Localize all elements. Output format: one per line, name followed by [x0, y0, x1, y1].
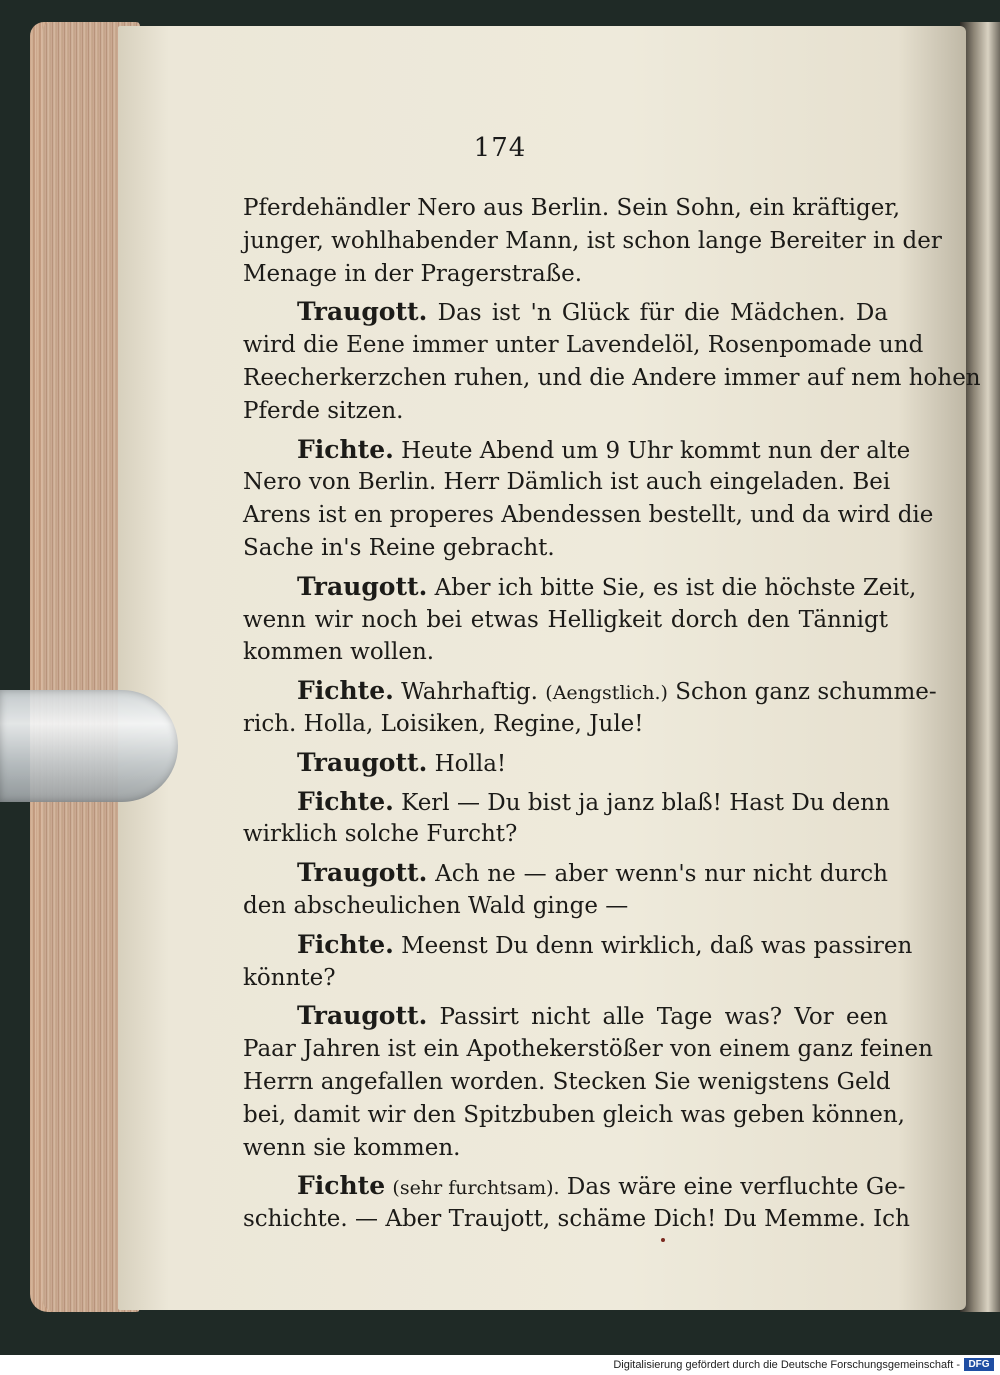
text-line	[243, 296, 888, 329]
line-text: bei, damit wir den Spitzbuben gleich was geben können,	[243, 1101, 905, 1128]
line-text: Paar Jahren ist ein Apothekerstößer von einem ganz feinen	[243, 1036, 933, 1063]
text-line	[243, 1000, 888, 1033]
text-line	[243, 192, 901, 225]
speaker-name: Fichte.	[297, 786, 394, 816]
speaker-name: Traugott.	[297, 858, 428, 888]
line-text: könnte?	[243, 964, 336, 991]
speaker-name: Fichte.	[297, 434, 394, 464]
line-text: junger, wohlhabender Mann, ist schon lange Bereiter in der	[243, 227, 942, 254]
line-text: Meenst Du denn wirklich, daß was passiren	[393, 932, 913, 959]
line-text: wird die Eene immer unter Lavendelöl, Rosenpomade und	[243, 332, 924, 359]
text-line	[243, 708, 888, 741]
line-text: rich. Holla, Loisiken, Regine, Jule!	[243, 710, 644, 737]
text-line	[243, 362, 981, 395]
text-line	[243, 1066, 891, 1099]
line-text: Schon ganz schumme-	[667, 679, 937, 706]
stage-direction: (sehr furchtsam).	[392, 1177, 560, 1200]
text-line	[243, 434, 911, 467]
text-line	[243, 962, 888, 995]
line-text: den abscheulichen Wald ginge —	[243, 892, 629, 919]
text-line	[243, 329, 924, 362]
speaker-name: Traugott.	[297, 297, 428, 327]
line-text: Das ist 'n Glück für die Mädchen. Da	[427, 300, 888, 327]
glass-page-holder	[0, 690, 178, 802]
text-line	[243, 532, 888, 565]
line-text: Aber ich bitte Sie, es ist die höchste Zeit,	[427, 574, 917, 601]
text-line	[243, 499, 934, 532]
ink-speck	[661, 1238, 665, 1242]
speaker-name: Traugott.	[297, 1001, 428, 1031]
text-line	[243, 225, 942, 258]
text-line	[243, 636, 888, 669]
line-text: Sache in's Reine gebracht.	[243, 534, 555, 561]
line-text: kommen wollen.	[243, 639, 435, 666]
line-text: Passirt nicht alle Tage was? Vor een	[427, 1004, 888, 1031]
line-text: Herrn angefallen worden. Stecken Sie wenigstens Geld	[243, 1068, 891, 1095]
footer-credit: Digitalisierung gefördert durch die Deutsche Forschungsgemeinschaft -	[613, 1359, 960, 1371]
line-text: Heute Abend um 9 Uhr kommt nun der alte	[393, 437, 911, 464]
line-text: Pferdehändler Nero aus Berlin. Sein Sohn, ein kräftiger,	[243, 195, 901, 221]
text-line	[243, 786, 888, 819]
text-line	[243, 1170, 906, 1203]
book-gutter	[960, 22, 1000, 1312]
line-text: Wahrhaftig.	[393, 679, 546, 706]
speaker-name: Fichte.	[297, 929, 394, 959]
stage-direction: (Aengstlich.)	[545, 682, 668, 705]
line-text: Holla!	[427, 750, 507, 777]
text-line	[243, 395, 888, 428]
line-text: Das wäre eine verfluchte Ge-	[559, 1174, 906, 1201]
text-line	[243, 571, 917, 604]
line-text: Reecherkerzchen ruhen, und die Andere immer auf nem hohen	[243, 364, 981, 391]
text-line	[243, 747, 888, 780]
text-line	[243, 929, 913, 962]
text-line	[243, 258, 888, 291]
text-line	[243, 857, 888, 890]
text-line	[243, 890, 888, 923]
speaker-name: Fichte	[297, 1171, 386, 1201]
line-text: Menage in der Pragerstraße.	[243, 260, 583, 287]
line-text: Nero von Berlin. Herr Dämlich ist auch eingeladen. Bei	[243, 469, 891, 496]
line-text: Pferde sitzen.	[243, 397, 404, 424]
page-text	[243, 192, 981, 1236]
page-number: 174	[473, 133, 527, 163]
text-line	[243, 1033, 933, 1066]
speaker-name: Fichte.	[297, 676, 394, 706]
text-line	[243, 466, 891, 499]
text-line	[243, 604, 888, 637]
text-line	[243, 1203, 910, 1236]
speaker-name: Traugott.	[297, 747, 428, 777]
speaker-name: Traugott.	[297, 571, 428, 601]
line-text: Kerl — Du bist ja janz blaß! Hast Du denn	[393, 789, 890, 816]
line-text: wenn wir noch bei etwas Helligkeit dorch den Tännigt	[243, 606, 888, 633]
text-line	[243, 818, 888, 851]
text-line	[243, 675, 937, 708]
text-line	[243, 1099, 905, 1132]
line-text: wenn sie kommen.	[243, 1134, 461, 1161]
text-line	[243, 1132, 888, 1165]
dfg-logo: DFG	[964, 1358, 994, 1371]
line-text: wirklich solche Furcht?	[243, 821, 518, 848]
line-text: schichte. — Aber Traujott, schäme Dich! Du Memme. Ich	[243, 1206, 910, 1233]
line-text: Arens ist en properes Abendessen bestellt, und da wird die	[243, 502, 934, 529]
line-text: Ach ne — aber wenn's nur nicht durch	[427, 861, 888, 888]
